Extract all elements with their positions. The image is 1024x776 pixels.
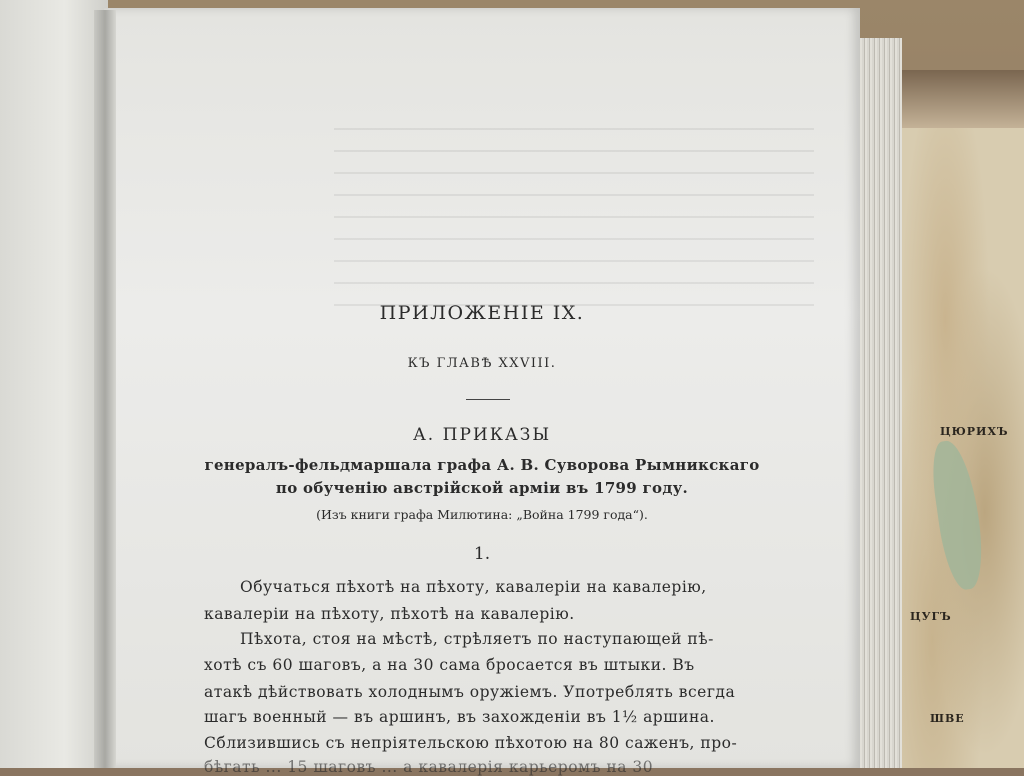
divider-rule — [466, 399, 510, 400]
body-line-3: Пѣхота, стоя на мѣстѣ, стрѣляетъ по наступающей пѣ- — [240, 630, 714, 648]
appendix-title: ПРИЛОЖЕНІЕ IX. — [379, 302, 585, 324]
body-line-6: шагъ военный — въ аршинъ, въ захожденіи въ 1½ аршина. — [204, 708, 715, 726]
subtitle-line-2: по обученію австрійской арміи въ 1799 году. — [275, 479, 689, 497]
source-note: (Изъ книги графа Милютина: „Война 1799 года“). — [316, 507, 648, 522]
body-line-4: хотѣ съ 60 шаговъ, а на 30 сама бросается въ штыки. Въ — [204, 656, 695, 674]
body-line-7: Сблизившись съ непріятельскою пѣхотою на 80 саженъ, про- — [204, 734, 738, 752]
section-title: А. ПРИКАЗЫ — [412, 425, 552, 445]
map-label-zug: ЦУГЪ — [910, 610, 952, 623]
map-torn-edge — [895, 70, 1024, 132]
body-line-1: Обучаться пѣхотѣ на пѣхоту, кавалеріи на кавалерію, — [240, 578, 707, 596]
right-page — [104, 8, 860, 768]
subtitle-line-1: генералъ-фельдмаршала графа А. В. Суворова Рымникскаго — [204, 456, 760, 474]
topographic-map — [893, 128, 1024, 768]
map-label-zurich: ЦЮРИХЪ — [940, 425, 1009, 438]
body-line-5: атакѣ дѣйствовать холоднымъ оружіемъ. Употреблять всегда — [204, 683, 736, 701]
book-gutter — [94, 10, 116, 768]
body-line-8: бѣгать ... 15 шаговъ ... а кавалерія карьеромъ на 30 — [204, 758, 654, 776]
bleed-through-text — [334, 128, 814, 308]
body-line-2: кавалеріи на пѣхоту, пѣхотѣ на кавалерію. — [204, 605, 575, 623]
map-label-schwyz: ШВЕ — [930, 712, 965, 725]
paragraph-number: 1. — [473, 544, 491, 564]
chapter-reference: КЪ ГЛАВѢ XXVIII. — [407, 356, 557, 371]
left-page — [0, 0, 108, 768]
